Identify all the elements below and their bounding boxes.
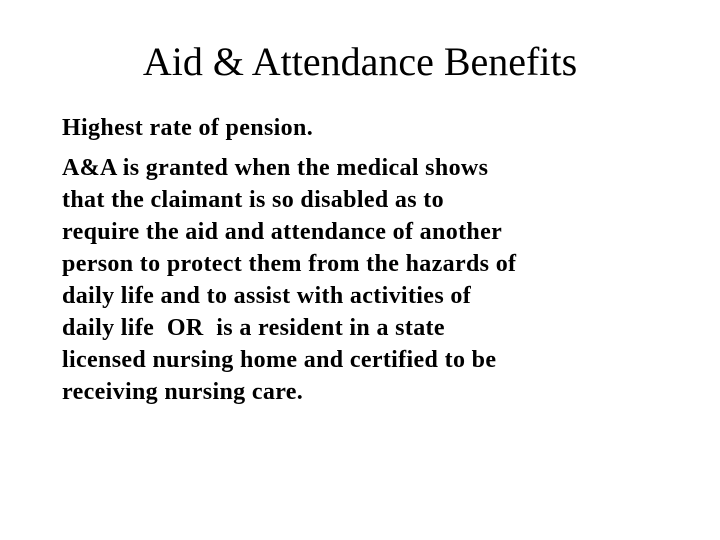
- text-line: receiving nursing care.: [62, 379, 304, 405]
- slide-title: Aid & Attendance Benefits: [142, 39, 578, 84]
- text-line: Highest rate of pension.: [62, 115, 314, 141]
- paragraph-highest-rate: [62, 112, 682, 144]
- text-line: require the aid and attendance of another: [62, 219, 503, 245]
- paragraph-eligibility: [62, 152, 682, 408]
- slide-body: [62, 112, 682, 416]
- text-line: daily life and to assist with activities of: [62, 283, 472, 309]
- text-line: A&A is granted when the medical shows: [62, 155, 489, 181]
- text-line: person to protect them from the hazards of: [62, 251, 517, 277]
- text-line: daily life OR is a resident in a state: [62, 315, 445, 341]
- text-line: licensed nursing home and certified to be: [62, 347, 497, 373]
- text-line: that the claimant is so disabled as to: [62, 187, 444, 213]
